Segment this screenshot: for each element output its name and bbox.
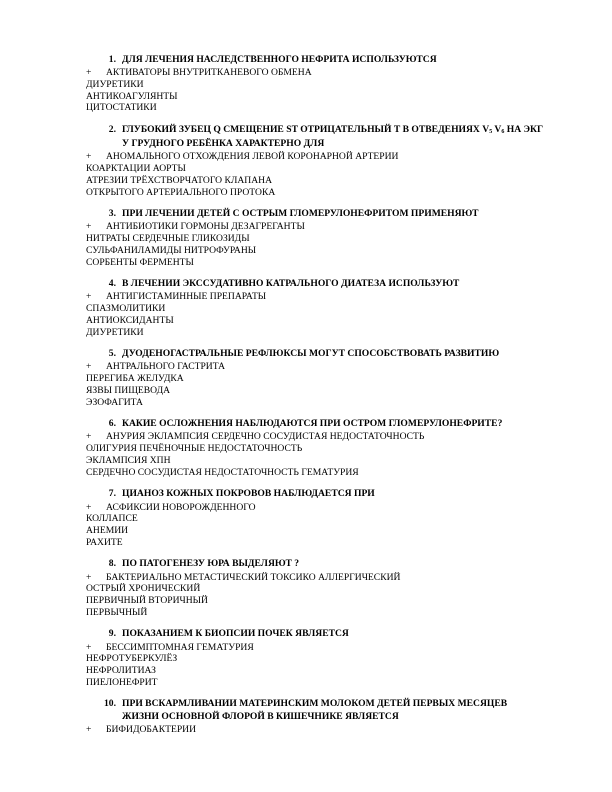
correct-mark: +	[86, 641, 92, 653]
correct-mark: +	[86, 151, 92, 163]
correct-mark: +	[86, 67, 92, 79]
question-6	[86, 418, 546, 478]
question-text-part: НА ЭКГ У ГРУДНОГО РЕБЁНКА ХАРАКТЕРНО ДЛЯ	[122, 124, 544, 150]
answer-option: ДИУРЕТИКИ	[86, 78, 144, 90]
question-number: 3.	[108, 208, 116, 220]
answer-option: НЕФРОТУБЕРКУЛЁЗ	[86, 653, 178, 665]
question-5	[86, 348, 546, 408]
answer-correct	[86, 291, 546, 303]
lead-subscript: 6	[501, 129, 505, 136]
answer-option: КОЛЛАПСЕ	[86, 513, 138, 525]
question-number: 4.	[108, 278, 116, 290]
question-10	[86, 698, 546, 735]
answer-option: АНТИОКСИДАНТЫ	[86, 314, 174, 326]
question-heading	[86, 628, 546, 640]
correct-mark: +	[86, 723, 92, 735]
answer-correct	[86, 431, 546, 443]
question-text: ЦИАНОЗ КОЖНЫХ ПОКРОВОВ НАБЛЮДАЕТСЯ ПРИ	[122, 488, 375, 500]
question-7	[86, 488, 546, 548]
question-text: КАКИЕ ОСЛОЖНЕНИЯ НАБЛЮДАЮТСЯ ПРИ ОСТРОМ ГЛОМЕРУЛОНЕФРИТЕ?	[122, 418, 503, 430]
question-heading	[86, 418, 546, 430]
answer-option: СОРБЕНТЫ ФЕРМЕНТЫ	[86, 256, 194, 268]
question-text: ПО ПАТОГЕНЕЗУ ЮРА ВЫДЕЛЯЮТ ?	[122, 558, 300, 570]
question-text: ДЛЯ ЛЕЧЕНИЯ НАСЛЕДСТВЕННОГО НЕФРИТА ИСПОЛЬЗУЮТСЯ	[122, 54, 437, 65]
lead-subscript: 5	[489, 129, 493, 136]
question-number: 9.	[108, 628, 116, 640]
question-number: 2.	[108, 124, 116, 136]
question-number: 1.	[108, 54, 116, 65]
answer-option: СПАЗМОЛИТИКИ	[86, 303, 166, 315]
question-2	[86, 124, 546, 198]
question-heading	[86, 278, 546, 290]
question-heading	[86, 124, 546, 150]
question-3	[86, 208, 546, 268]
answer-option: ОЛИГУРИЯ ПЕЧЁНОЧНЫЕ НЕДОСТАТОЧНОСТЬ	[86, 443, 303, 455]
answer-option: ЦИТОСТАТИКИ	[86, 102, 157, 114]
answer-text: АНТИГИСТАМИННЫЕ ПРЕПАРАТЫ	[106, 291, 267, 303]
document-page	[86, 54, 546, 745]
answer-correct	[86, 642, 546, 654]
question-text: ПРИ ЛЕЧЕНИИ ДЕТЕЙ С ОСТРЫМ ГЛОМЕРУЛОНЕФРИТОМ ПРИМЕНЯЮТ	[122, 208, 479, 220]
answer-option: ОТКРЫТОГО АРТЕРИАЛЬНОГО ПРОТОКА	[86, 186, 276, 198]
answer-option: СУЛЬФАНИЛАМИДЫ НИТРОФУРАНЫ	[86, 244, 257, 256]
answer-option: АНЕМИИ	[86, 524, 129, 536]
question-heading	[86, 54, 546, 66]
answer-correct	[86, 151, 546, 163]
question-number: 6.	[108, 418, 116, 430]
answer-text: БЕССИМПТОМНАЯ ГЕМАТУРИЯ	[106, 641, 254, 653]
question-text: В ЛЕЧЕНИИ ЭКССУДАТИВНО КАТРАЛЬНОГО ДИАТЕЗА ИСПОЛЬЗУЮТ	[122, 278, 460, 290]
question-text-part: V	[492, 124, 502, 136]
answer-option: ПЕРВЫЧНЫЙ	[86, 606, 148, 618]
question-number: 10.	[104, 698, 116, 710]
answer-option: ДИУРЕТИКИ	[86, 326, 144, 338]
correct-mark: +	[86, 221, 92, 233]
correct-mark: +	[86, 291, 92, 303]
answer-text: АНУРИЯ ЭКЛАМПСИЯ СЕРДЕЧНО СОСУДИСТАЯ НЕДОСТАТОЧНОСТЬ	[106, 431, 425, 443]
answer-option: СЕРДЕЧНО СОСУДИСТАЯ НЕДОСТАТОЧНОСТЬ ГЕМАТУРИЯ	[86, 466, 359, 478]
answer-text: АНТИБИОТИКИ ГОРМОНЫ ДЕЗАГРЕГАНТЫ	[106, 221, 305, 233]
question-heading	[86, 208, 546, 220]
answer-option: ПИЕЛОНЕФРИТ	[86, 676, 158, 688]
question-heading	[86, 698, 546, 722]
correct-mark: +	[86, 431, 92, 443]
question-number: 5.	[108, 348, 116, 360]
answer-text: БИФИДОБАКТЕРИИ	[106, 723, 197, 735]
question-number: 8.	[108, 558, 116, 570]
answer-text: АКТИВАТОРЫ ВНУТРИТКАНЕВОГО ОБМЕНА	[106, 67, 312, 79]
answer-option: ПЕРВИЧНЫЙ ВТОРИЧНЫЙ	[86, 594, 208, 606]
question-heading	[86, 558, 546, 570]
question-text: ДУОДЕНОГАСТРАЛЬНЫЕ РЕФЛЮКСЫ МОГУТ СПОСОБСТВОВАТЬ РАЗВИТИЮ	[122, 348, 500, 360]
question-text: ПРИ ВСКАРМЛИВАНИИ МАТЕРИНСКИМ МОЛОКОМ ДЕТЕЙ ПЕРВЫХ МЕСЯЦЕВ ЖИЗНИ ОСНОВНОЙ ФЛОРОЙ В КИШЕЧНИКЕ ЯВЛЯЕТСЯ	[122, 698, 508, 722]
question-text: ПОКАЗАНИЕМ К БИОПСИИ ПОЧЕК ЯВЛЯЕТСЯ	[122, 628, 349, 640]
answer-option: ПЕРЕГИБА ЖЕЛУДКА	[86, 373, 184, 385]
question-9	[86, 628, 546, 688]
question-heading	[86, 488, 546, 500]
question-1	[86, 54, 546, 114]
answer-option: АТРЕЗИИ ТРЁХСТВОРЧАТОГО КЛАПАНА	[86, 174, 273, 186]
answer-option: НЕФРОЛИТИАЗ	[86, 664, 156, 676]
question-text	[122, 124, 546, 150]
correct-mark: +	[86, 501, 92, 513]
answer-correct	[86, 502, 546, 514]
answer-option: ОСТРЫЙ ХРОНИЧЕСКИЙ	[86, 583, 201, 595]
answer-correct	[86, 67, 546, 79]
answer-text: АНТРАЛЬНОГО ГАСТРИТА	[106, 361, 226, 373]
answer-option: НИТРАТЫ СЕРДЕЧНЫЕ ГЛИКОЗИДЫ	[86, 233, 250, 245]
question-text-part: ГЛУБОКИЙ ЗУБЕЦ Q СМЕЩЕНИЕ ST ОТРИЦАТЕЛЬНЫЙ Т В ОТВЕДЕНИЯХ V	[122, 124, 490, 136]
answer-correct	[86, 572, 546, 584]
correct-mark: +	[86, 361, 92, 373]
question-number: 7.	[108, 488, 116, 500]
answer-correct	[86, 221, 546, 233]
answer-text: БАКТЕРИАЛЬНО МЕТАСТИЧЕСКИЙ ТОКСИКО АЛЛЕРГИЧЕСКИЙ	[106, 571, 401, 583]
correct-mark: +	[86, 571, 92, 583]
answer-text: АНОМАЛЬНОГО ОТХОЖДЕНИЯ ЛЕВОЙ КОРОНАРНОЙ АРТЕРИИ	[106, 151, 399, 163]
answer-option: АНТИКОАГУЛЯНТЫ	[86, 90, 178, 102]
question-8	[86, 558, 546, 618]
answer-correct	[86, 361, 546, 373]
answer-option: КОАРКТАЦИИ АОРТЫ	[86, 163, 186, 175]
answer-text: АСФИКСИИ НОВОРОЖДЕННОГО	[106, 501, 256, 513]
answer-option: ЭКЛАМПСИЯ ХПН	[86, 454, 171, 466]
answer-option: РАХИТЕ	[86, 536, 123, 548]
answer-option: ЭЗОФАГИТА	[86, 396, 143, 408]
question-heading	[86, 348, 546, 360]
answer-option: ЯЗВЫ ПИЩЕВОДА	[86, 384, 171, 396]
answer-correct	[86, 724, 546, 736]
question-4	[86, 278, 546, 338]
